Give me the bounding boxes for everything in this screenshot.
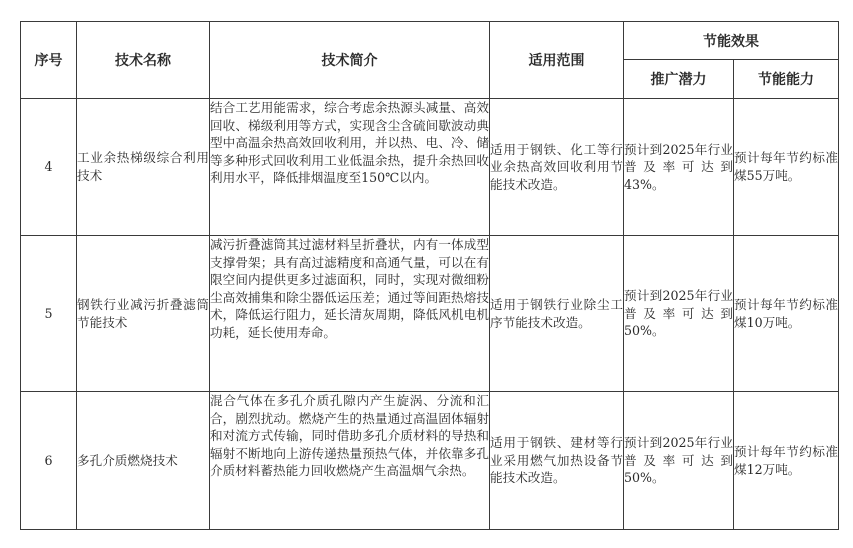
header-row [21,22,839,60]
cell-tech-intro: 减污折叠滤筒其过滤材料呈折叠状，内有一体成型支撑骨架；具有高过滤精度和高通气量，可以在有限空间内提供更多过滤面积，同时，实现对微细粉尘高效捕集和除尘器低运压差；通过等间距热熔技术，降低运行阻力，延长清灰周期，降低风机电机功耗，延长使用寿命。 [210,236,490,392]
energy-saving-technology-table [20,21,839,530]
cell-tech-intro: 结合工艺用能需求，综合考虑余热源头减量、高效回收、梯级利用等方式，实现含尘含硫间歇波动典型中高温余热高效回收利用，并以热、电、冷、储等多种形式回收利用工业低温余热，提升余热回收利用水平，降低排烟温度至150℃以内。 [210,99,490,236]
header-effect: 节能效果 [624,22,839,60]
table-row [21,236,839,392]
header-no: 序号 [21,22,77,99]
table-row [21,99,839,236]
cell-tech-intro: 混合气体在多孔介质孔隙内产生旋涡、分流和汇合，剧烈扰动。燃烧产生的热量通过高温固体辐射和对流方式传输，同时借助多孔介质材料的导热和辐射不断地向上游传递热量预热气体，并依靠多孔介质材料蓄热能力回收燃烧产生高温烟气余热。 [210,392,490,530]
header-capacity: 节能能力 [734,60,839,99]
cell-no: 6 [21,392,77,530]
header-tech-intro: 技术简介 [210,22,490,99]
cell-no: 5 [21,236,77,392]
cell-potential: 预计到2025年行业普及率可达到43%。 [624,99,734,236]
table-row [21,392,839,530]
cell-capacity: 预计每年节约标准煤55万吨。 [734,99,839,236]
header-potential: 推广潜力 [624,60,734,99]
cell-tech-name: 多孔介质燃烧技术 [77,392,210,530]
cell-capacity: 预计每年节约标准煤10万吨。 [734,236,839,392]
cell-no: 4 [21,99,77,236]
cell-potential: 预计到2025年行业普及率可达到50%。 [624,392,734,530]
header-scope: 适用范围 [490,22,624,99]
cell-potential: 预计到2025年行业普及率可达到50%。 [624,236,734,392]
cell-scope: 适用于钢铁、化工等行业余热高效回收利用节能技术改造。 [490,99,624,236]
cell-tech-name: 工业余热梯级综合利用技术 [77,99,210,236]
cell-capacity: 预计每年节约标准煤12万吨。 [734,392,839,530]
cell-scope: 适用于钢铁行业除尘工序节能技术改造。 [490,236,624,392]
header-tech-name: 技术名称 [77,22,210,99]
cell-scope: 适用于钢铁、建材等行业采用燃气加热设备节能技术改造。 [490,392,624,530]
cell-tech-name: 钢铁行业减污折叠滤筒节能技术 [77,236,210,392]
